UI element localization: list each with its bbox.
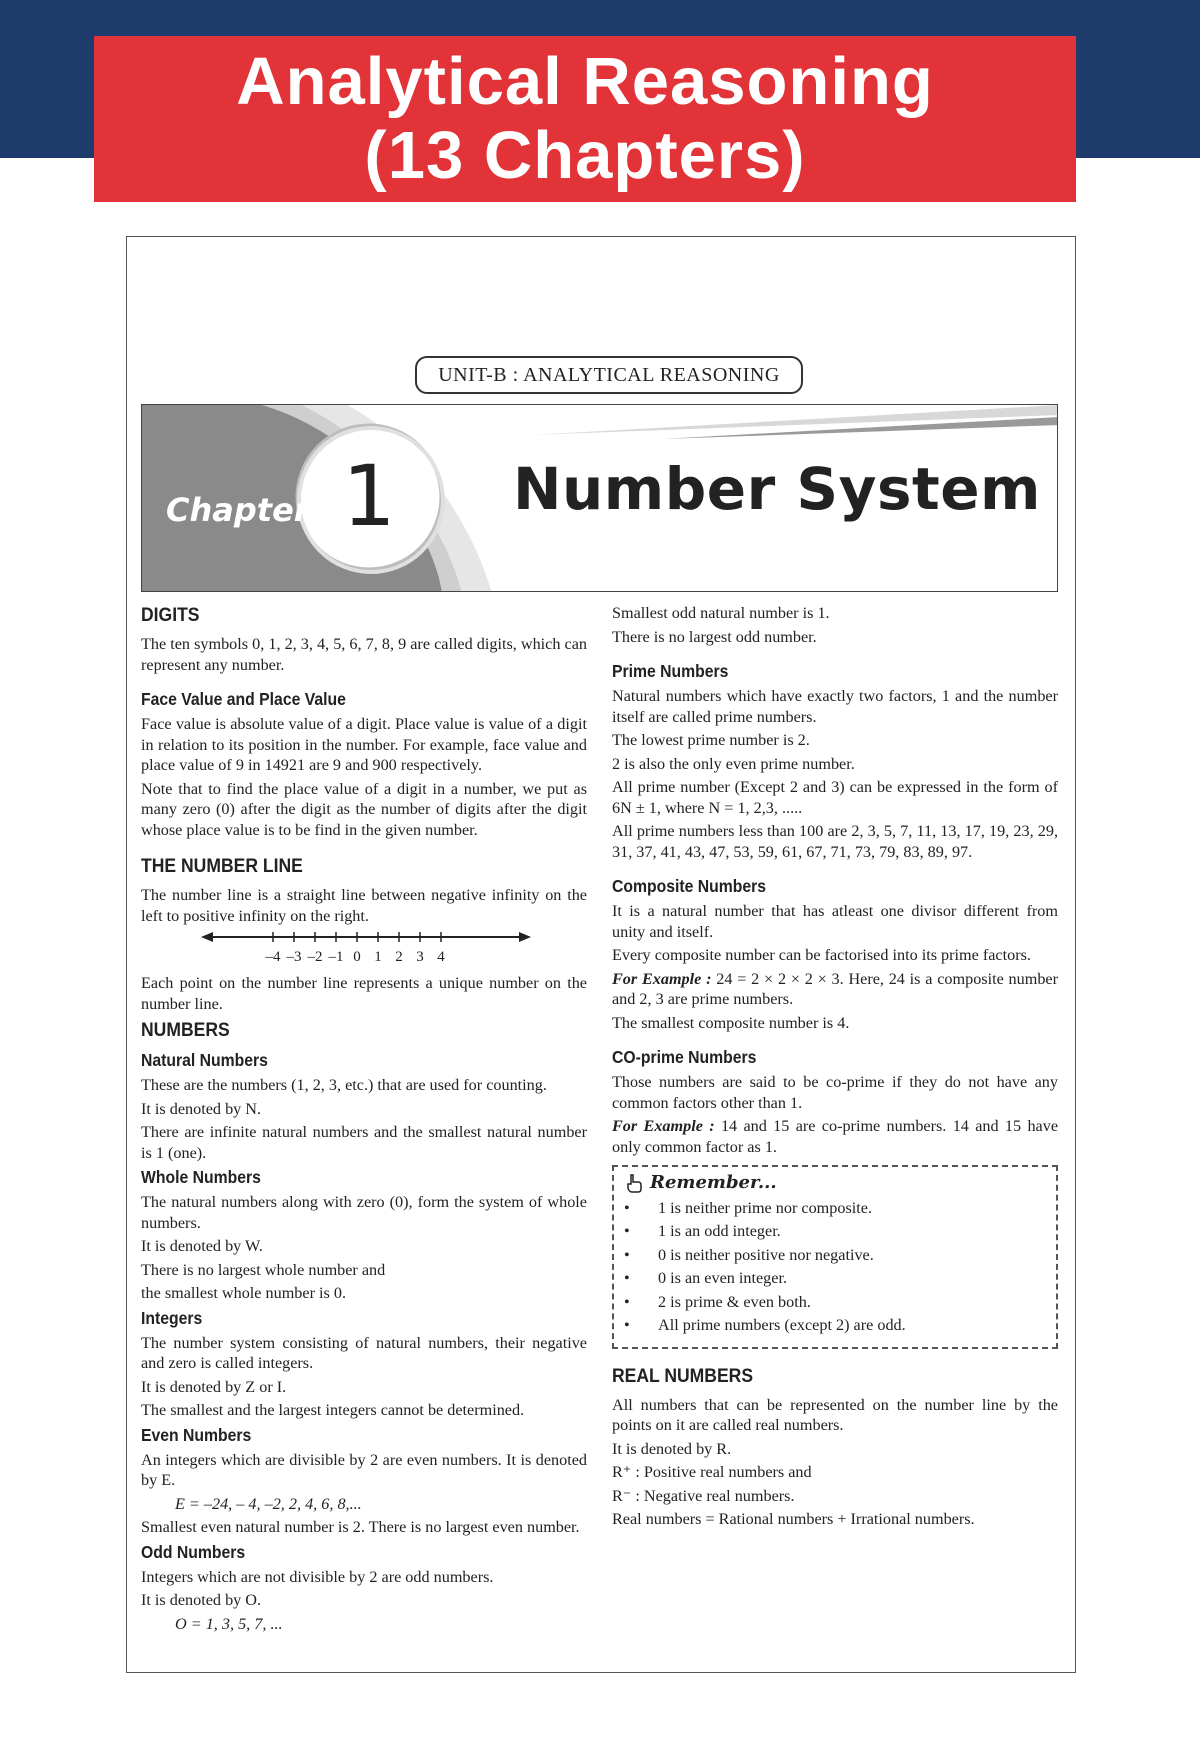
example-label: For Example :: [612, 1117, 715, 1135]
number-line-label: 3: [416, 949, 424, 965]
remember-item-text: 1 is neither prime nor composite.: [658, 1198, 872, 1217]
left-column: [141, 602, 587, 1637]
section-heading-numbers: NUMBERS: [141, 1019, 230, 1041]
number-line-label: 0: [353, 949, 361, 965]
example-paragraph: [612, 1116, 1058, 1157]
remember-title: [624, 1173, 1046, 1194]
pointing-hand-icon: [624, 1173, 644, 1193]
paragraph: It is denoted by Z or I.: [141, 1377, 287, 1396]
section-heading-digits: DIGITS: [141, 604, 200, 626]
paragraph: Natural numbers which have exactly two factors, 1 and the number itself are called prime numbers.: [612, 687, 1058, 726]
subheading-whole: Whole Numbers: [141, 1167, 261, 1187]
example-label: For Example :: [612, 969, 712, 988]
number-line-diagram: [141, 929, 587, 973]
remember-item-text: 2 is prime & even both.: [658, 1292, 811, 1311]
number-line-label: –1: [328, 949, 344, 965]
paragraph: There are infinite natural numbers and the smallest natural number is 1 (one).: [141, 1123, 587, 1162]
subheading-prime: Prime Numbers: [612, 661, 729, 681]
remember-item: [624, 1268, 1046, 1289]
number-line-label: –3: [286, 949, 302, 965]
paragraph: The ten symbols 0, 1, 2, 3, 4, 5, 6, 7, 8, 9 are called digits, which can represent any number.: [141, 635, 587, 674]
subheading-composite: Composite Numbers: [612, 876, 767, 896]
paragraph: The number line is a straight line between negative infinity on the left to positive infinity on the right.: [141, 886, 587, 925]
remember-item-text: All prime numbers (except 2) are odd.: [658, 1316, 906, 1334]
remember-item-text: 0 is neither positive nor negative.: [658, 1245, 874, 1264]
paragraph: The natural numbers along with zero (0), form the system of whole numbers.: [141, 1193, 587, 1232]
subheading-even: Even Numbers: [141, 1424, 252, 1445]
title-banner: [94, 36, 1076, 202]
remember-item-text: 1 is an odd integer.: [658, 1222, 781, 1240]
bullet-icon: •: [624, 1245, 630, 1264]
paragraph: R⁻ : Negative real numbers.: [612, 1486, 795, 1505]
number-line-label: 4: [437, 949, 445, 965]
right-column: [612, 603, 1058, 1533]
paragraph: It is denoted by W.: [141, 1237, 263, 1255]
bullet-icon: •: [624, 1222, 630, 1240]
paragraph: The lowest prime number is 2.: [612, 731, 810, 749]
unit-label: UNIT-B : ANALYTICAL REASONING: [415, 356, 803, 394]
paragraph: There is no largest odd number.: [612, 627, 817, 646]
remember-item: [624, 1198, 1046, 1219]
remember-item: [624, 1292, 1046, 1313]
number-line-svg: [201, 929, 531, 973]
paragraph: It is denoted by R.: [612, 1439, 732, 1458]
paragraph: Integers which are not divisible by 2 are odd numbers.: [141, 1567, 494, 1586]
bullet-icon: •: [624, 1292, 630, 1311]
banner-title-line1: Analytical Reasoning: [236, 44, 934, 119]
remember-title-text: Remember...: [650, 1172, 777, 1193]
section-heading-real: REAL NUMBERS: [612, 1364, 754, 1387]
paragraph: Those numbers are said to be co-prime if they do not have any common factors other than 1.: [612, 1073, 1058, 1112]
paragraph: The smallest composite number is 4.: [612, 1013, 850, 1032]
number-line-label: 2: [395, 949, 403, 965]
remember-item-text: 0 is an even integer.: [658, 1269, 788, 1287]
chapter-header: [141, 404, 1058, 592]
bullet-icon: •: [624, 1269, 630, 1287]
chapter-label: Chapter: [166, 491, 310, 529]
paragraph: Each point on the number line represents a unique number on the number line.: [141, 974, 587, 1013]
paragraph: 2 is also the only even prime number.: [612, 754, 855, 773]
number-line-label: –2: [307, 949, 323, 965]
section-heading-number-line: THE NUMBER LINE: [141, 855, 303, 877]
remember-box: [612, 1165, 1058, 1349]
paragraph: The number system consisting of natural numbers, their negative and zero is called integers.: [141, 1333, 587, 1372]
remember-item: [624, 1245, 1046, 1266]
paragraph: An integers which are divisible by 2 are even numbers. It is denoted by E.: [141, 1450, 587, 1489]
paragraph: There is no largest whole number and: [141, 1260, 386, 1279]
bullet-icon: •: [624, 1198, 630, 1217]
paragraph: The smallest and the largest integers cannot be determined.: [141, 1401, 525, 1419]
paragraph: All prime numbers less than 100 are 2, 3, 5, 7, 11, 13, 17, 19, 23, 29, 31, 37, 41, 43, 47, 53, 59, 61, 67, 71, 73, 79, 83, 89, 97.: [612, 822, 1058, 861]
remember-item: [624, 1221, 1046, 1242]
paragraph: Note that to find the place value of a digit in a number, we put as many zero (0) after the digit as the number of digits after the digit whose place value is to be find in the given number.: [141, 779, 587, 839]
example-text: 24 = 2 × 2 × 2 × 3. Here, 24 is a composite number and 2, 3 are prime numbers.: [612, 969, 1058, 1008]
subheading-natural: Natural Numbers: [141, 1050, 268, 1070]
chapter-title: Number System: [512, 455, 1041, 523]
number-line-label: 1: [374, 949, 382, 965]
remember-item: [624, 1315, 1046, 1336]
formula: O = 1, 3, 5, 7, ...: [175, 1614, 283, 1633]
subheading-coprime: CO-prime Numbers: [612, 1047, 757, 1067]
paragraph: Every composite number can be factorised into its prime factors.: [612, 946, 1031, 964]
chapter-number: 1: [342, 447, 396, 545]
banner-title-line2: (13 Chapters): [364, 118, 806, 193]
paragraph: the smallest whole number is 0.: [141, 1284, 347, 1302]
paragraph: Face value is absolute value of a digit. Place value is value of a digit in relation to its position in the number. For example, face value and place value of 9 in 14921 are 9 and 900 respectively.: [141, 715, 587, 774]
subheading-odd: Odd Numbers: [141, 1541, 246, 1562]
paragraph: Real numbers = Rational numbers + Irrational numbers.: [612, 1510, 975, 1528]
paragraph: It is denoted by N.: [141, 1099, 262, 1118]
bullet-icon: •: [624, 1316, 630, 1334]
paragraph: These are the numbers (1, 2, 3, etc.) that are used for counting.: [141, 1076, 547, 1094]
paragraph: It is a natural number that has atleast one divisor different from unity and itself.: [612, 902, 1058, 941]
remember-list: [624, 1198, 1046, 1336]
subheading-face-value: Face Value and Place Value: [141, 689, 346, 709]
example-paragraph: [612, 969, 1058, 1010]
paragraph: R⁺ : Positive real numbers and: [612, 1463, 812, 1481]
paragraph: Smallest even natural number is 2. There is no largest even number.: [141, 1518, 580, 1536]
formula: E = –24, – 4, –2, 2, 4, 6, 8,...: [175, 1494, 362, 1513]
paragraph: Smallest odd natural number is 1.: [612, 604, 830, 622]
paragraph: All numbers that can be represented on the number line by the points on it are called real numbers.: [612, 1395, 1058, 1434]
subheading-integers: Integers: [141, 1307, 203, 1328]
paragraph: It is denoted by O.: [141, 1591, 262, 1609]
example-text: 14 and 15 are co-prime numbers. 14 and 15 have only common factor as 1.: [612, 1117, 1058, 1156]
paragraph: All prime number (Except 2 and 3) can be expressed in the form of 6N ± 1, where N = 1, 2,3, .....: [612, 778, 1058, 817]
number-line-label: –4: [265, 949, 281, 965]
